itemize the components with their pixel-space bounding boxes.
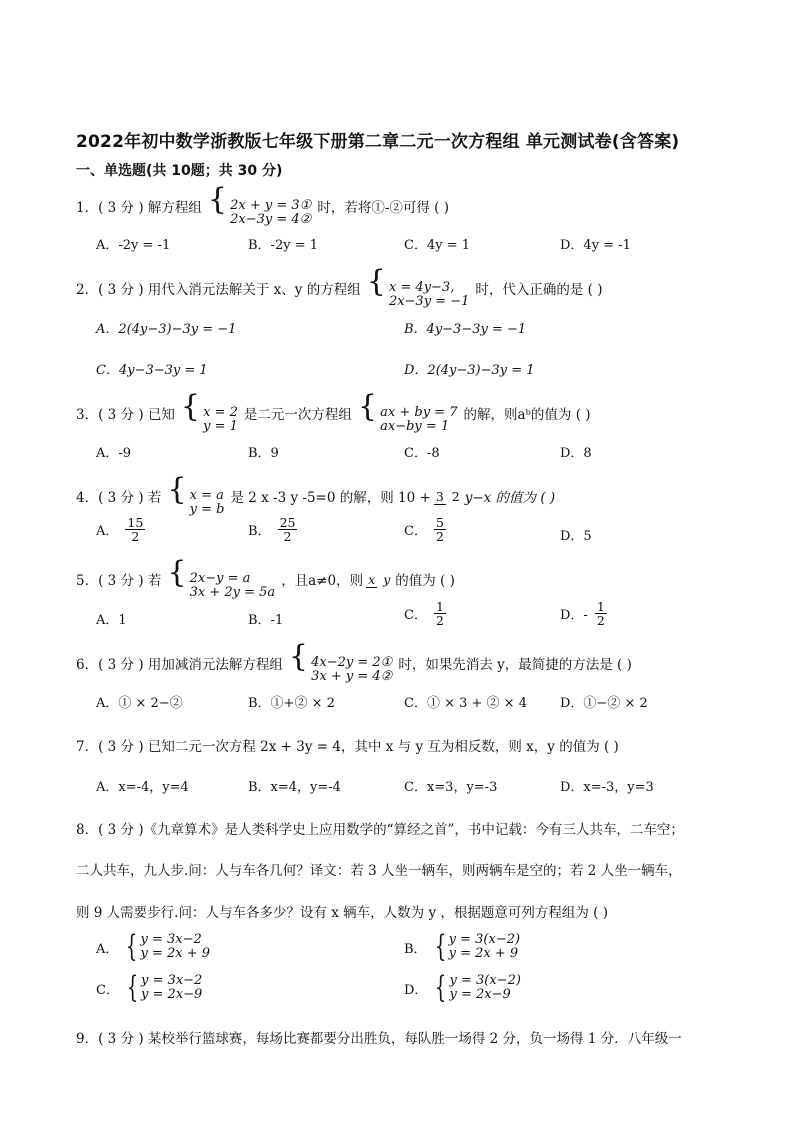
brace-icon: { xyxy=(126,970,139,1005)
q4-option-d[interactable] xyxy=(560,525,596,544)
q6-option-c[interactable]: C．① × 3 + ② × 4 xyxy=(404,696,527,711)
q6-option-b[interactable]: B．①+② × 2 xyxy=(248,696,335,711)
fraction-numerator: 25 xyxy=(279,515,296,530)
q1-option-a[interactable]: A．-2y = -1 xyxy=(96,238,171,253)
question-1-system xyxy=(207,182,312,227)
q3-option-d[interactable]: D．8 xyxy=(560,446,592,461)
question-8-line-3: 则 9 人需要步行.问：人与车各多少？设有 x 辆车，人数为 y ，根据题意可列方程组为 ( ) xyxy=(76,905,608,921)
option-label: D．- xyxy=(560,608,588,623)
equation: y = 3x−2 xyxy=(140,932,202,947)
q4-option-c[interactable] xyxy=(404,516,449,543)
question-6-system xyxy=(288,639,393,684)
question-5 xyxy=(76,555,455,600)
fraction-denominator: 2 xyxy=(435,529,444,544)
q4-option-b[interactable] xyxy=(248,516,300,543)
equation: y = 2x + 9 xyxy=(448,946,519,961)
equation: x = a xyxy=(189,488,224,503)
q7-option-d[interactable]: D．x=-3，y=3 xyxy=(560,780,654,795)
question-4-stem-start: 4．( 3 分 ) 若 xyxy=(76,490,162,506)
q6-option-d[interactable]: D．①−② × 2 xyxy=(560,696,648,711)
question-5-stem-mid: ，且a≠0，则 xyxy=(281,573,364,589)
fraction-denominator: 2 xyxy=(451,488,460,504)
q2-option-a[interactable]: A．2(4y−3)−3y = −1 xyxy=(96,322,237,337)
q1-option-d[interactable]: D．4y = -1 xyxy=(560,238,631,253)
option-label: A． xyxy=(96,524,119,539)
question-1-stem-start: 1．( 3 分 ) 解方程组 xyxy=(76,200,202,216)
section-heading: 一、单选题(共 10题；共 30 分) xyxy=(76,163,283,179)
equation: 2x−y = a xyxy=(189,571,251,586)
option-label: B．-1 xyxy=(248,613,284,628)
q7-option-c[interactable]: C．x=3，y=-3 xyxy=(404,780,498,795)
question-1 xyxy=(76,182,450,227)
option-label: B． xyxy=(248,524,271,539)
option-label: D．5 xyxy=(560,529,592,544)
q5-option-d[interactable] xyxy=(560,600,610,627)
q2-option-b[interactable]: B．4y−3−3y = −1 xyxy=(404,322,527,337)
equation: 4x−2y = 2① xyxy=(311,655,393,670)
q5-option-b[interactable] xyxy=(248,609,287,628)
option-label: A． xyxy=(96,941,119,957)
fraction-numerator: 15 xyxy=(127,515,144,530)
q2-option-d[interactable]: D．2(4y−3)−3y = 1 xyxy=(404,363,535,378)
question-7: 7．( 3 分 ) 已知二元一次方程 2x + 3y = 4，其中 x 与 y 互为相反数，则 x，y 的值为 ( ) xyxy=(76,739,619,755)
question-8-line-2: 二人共车，九人步.问：人与车各几何？译文：若 3 人坐一辆车，则两辆车是空的；若 2 人坐一辆车， xyxy=(76,863,682,879)
question-2-system xyxy=(366,264,470,309)
equation: y = 2x−9 xyxy=(449,987,511,1002)
question-2-stem-start: 2．( 3 分 ) 用代入消元法解关于 x、y 的方程组 xyxy=(76,282,361,298)
q8-option-c[interactable] xyxy=(96,970,203,1005)
equation: 2x−3y = −1 xyxy=(388,294,470,309)
fraction-numerator: 3 xyxy=(435,488,444,504)
q1-option-c[interactable]: C．4y = 1 xyxy=(404,238,470,253)
page-title: 2022年初中数学浙教版七年级下册第二章二元一次方程组 单元测试卷(含答案) xyxy=(76,132,680,152)
q2-option-c[interactable]: C．4y−3−3y = 1 xyxy=(96,363,208,378)
q6-option-a[interactable]: A．① × 2−② xyxy=(96,696,183,711)
question-2-stem-end: 时，代入正确的是 ( ) xyxy=(475,282,603,298)
question-3-stem-end: 的解，则aᵇ的值为 ( ) xyxy=(463,407,591,423)
equation: ax + by = 7 xyxy=(380,405,458,420)
q1-option-b[interactable]: B．-2y = 1 xyxy=(248,238,318,253)
question-2 xyxy=(76,264,603,309)
q8-option-b[interactable] xyxy=(404,929,521,964)
question-9-line-1: 9．( 3 分 ) 某校举行篮球赛，每场比赛都要分出胜负，每队胜一场得 2 分，负一场得 1 分．八年级一 xyxy=(76,1031,682,1047)
fraction-denominator: y xyxy=(383,571,391,587)
question-8-line-1: 8．( 3 分 )《九章算术》是人类科学史上应用数学的“算经之首”，书中记载：今有三人共车，二车空； xyxy=(76,822,684,838)
q5-option-a[interactable] xyxy=(96,609,131,628)
brace-icon: { xyxy=(207,182,227,217)
option-label: A．1 xyxy=(96,613,127,628)
equation: 2x + y = 3① xyxy=(230,198,312,213)
q8-option-a[interactable] xyxy=(96,929,211,964)
equation: y = b xyxy=(189,502,225,517)
question-6 xyxy=(76,639,632,684)
question-5-system xyxy=(167,555,276,600)
brace-icon: { xyxy=(167,555,187,590)
fraction-denominator: 2 xyxy=(131,529,140,544)
q7-option-b[interactable]: B．x=4，y=-4 xyxy=(248,780,341,795)
question-4-fraction xyxy=(434,490,462,503)
question-6-stem-end: 时，如果先消去 y，最简捷的方法是 ( ) xyxy=(398,657,632,673)
equation: x = 2 xyxy=(203,405,238,420)
equation: x = 4y−3, xyxy=(388,280,455,295)
equation: y = 2x + 9 xyxy=(140,946,211,961)
question-5-fraction xyxy=(366,573,392,586)
brace-icon: { xyxy=(180,389,200,424)
option-label: C． xyxy=(404,524,427,539)
question-5-stem-start: 5．( 3 分 ) 若 xyxy=(76,573,162,589)
question-4-stem-end: y−x 的值为 ( ) xyxy=(464,490,556,506)
q3-option-a[interactable]: A．-9 xyxy=(96,446,132,461)
brace-icon: { xyxy=(357,389,377,424)
equation: y = 2x−9 xyxy=(141,987,203,1002)
question-3-system-1 xyxy=(180,389,238,434)
equation: y = 3x−2 xyxy=(141,973,203,988)
equation: y = 3(x−2) xyxy=(449,973,521,988)
equation: y = 3(x−2) xyxy=(448,932,521,947)
equation: ax−by = 1 xyxy=(380,419,450,434)
fraction-numerator: x xyxy=(368,571,376,587)
question-6-stem-start: 6．( 3 分 ) 用加减消元法解方程组 xyxy=(76,657,283,673)
fraction-numerator: 5 xyxy=(435,515,444,530)
question-1-stem-end: 时，若将①-②可得 ( ) xyxy=(317,200,450,216)
fraction-denominator: 2 xyxy=(283,529,292,544)
question-3-stem-start: 3．( 3 分 ) 已知 xyxy=(76,407,175,423)
fraction-numerator: 1 xyxy=(596,599,605,614)
brace-icon: { xyxy=(288,639,308,674)
question-4-system xyxy=(167,472,225,517)
fraction-denominator: 2 xyxy=(435,613,444,628)
brace-icon: { xyxy=(126,929,138,964)
equation: 3x + 2y = 5a xyxy=(189,585,276,600)
question-4 xyxy=(76,472,556,517)
q3-option-c[interactable]: C．-8 xyxy=(404,446,440,461)
q5-option-c[interactable] xyxy=(404,600,449,627)
q7-option-a[interactable]: A．x=-4，y=4 xyxy=(96,780,189,795)
question-3 xyxy=(76,389,591,434)
question-3-stem-mid: 是二元一次方程组 xyxy=(243,407,352,423)
option-label: C． xyxy=(404,608,427,623)
fraction-numerator: 1 xyxy=(435,599,444,614)
brace-icon: { xyxy=(434,929,446,964)
question-3-system-2 xyxy=(357,389,458,434)
option-label: B． xyxy=(404,941,427,957)
equation: 2x−3y = 4② xyxy=(230,212,312,227)
equation: 3x + y = 4② xyxy=(311,669,393,684)
option-label: C． xyxy=(96,982,119,998)
brace-icon: { xyxy=(435,970,447,1005)
q3-option-b[interactable]: B．9 xyxy=(248,446,279,461)
q8-option-d[interactable] xyxy=(404,970,521,1005)
brace-icon: { xyxy=(167,472,187,507)
question-5-stem-end: 的值为 ( ) xyxy=(395,573,455,589)
question-4-stem-mid: 是 2 x -3 y -5=0 的解，则 10 + xyxy=(230,490,431,506)
option-label: D． xyxy=(404,982,428,998)
fraction-denominator: 2 xyxy=(596,613,605,628)
brace-icon: { xyxy=(366,264,386,299)
q4-option-a[interactable] xyxy=(96,516,148,543)
equation: y = 1 xyxy=(203,419,238,434)
